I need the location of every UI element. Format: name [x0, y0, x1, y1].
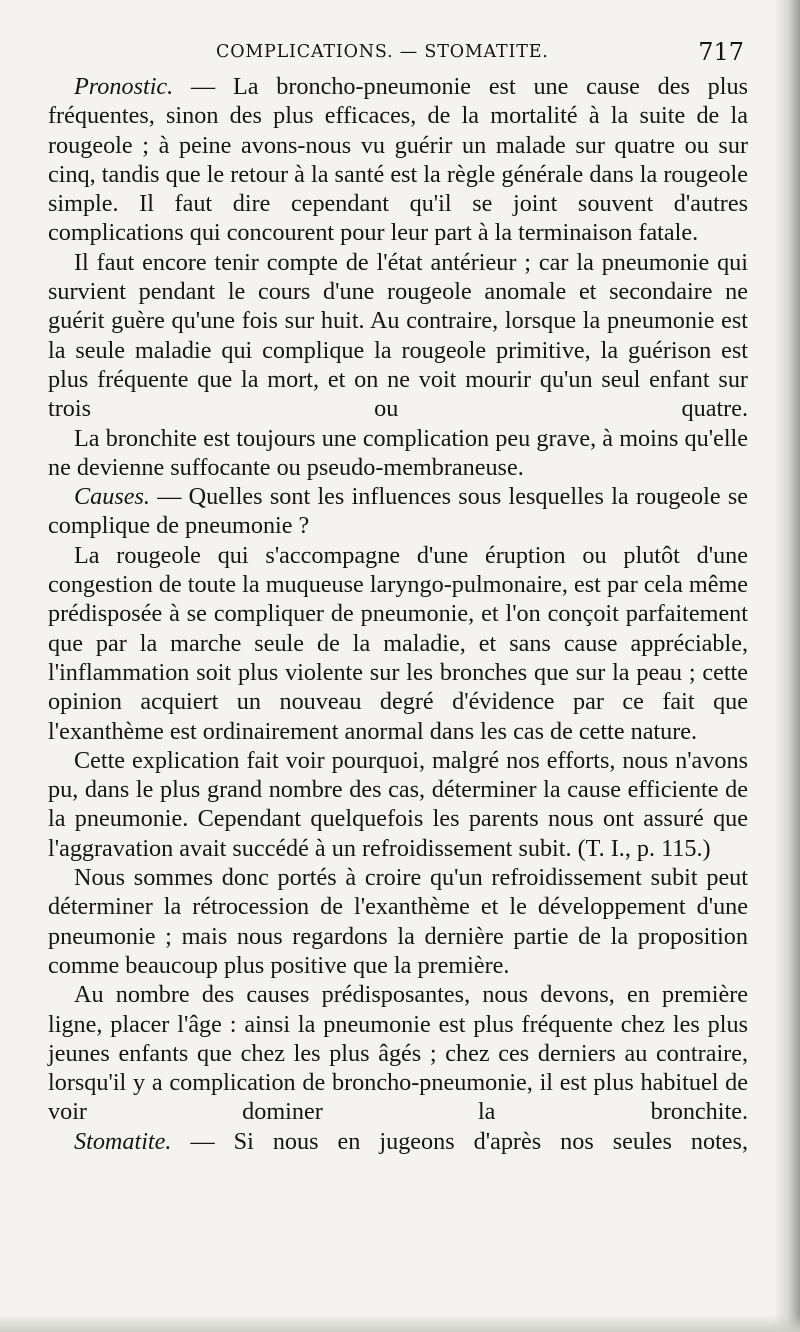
paragraph — [48, 746, 748, 863]
paragraph — [48, 980, 748, 1126]
paragraph-text: Cette explication fait voir pourquoi, malgré nos efforts, nous n'avons pu, dans le plus grand nombre des cas, déterminer la cause efficiente de la pneumonie. Cependant quelquefois les parents nous ont assuré que l'aggravation avait succédé à un refroidissement subit. (T. I., p. 115.) — [48, 746, 748, 862]
running-head: COMPLICATIONS. — STOMATITE. — [216, 42, 549, 62]
paragraph-text: — Si nous en jugeons d'après nos seules notes, — [171, 1127, 748, 1155]
paragraph-causes — [48, 482, 748, 541]
paragraph — [48, 248, 748, 424]
paragraph-text: La bronchite est toujours une complication peu grave, à moins qu'elle ne devienne suffocante ou pseudo-membraneuse. — [48, 424, 748, 481]
paragraph-text: — La broncho-pneumonie est une cause des plus fréquentes, sinon des plus efficaces, de la mortalité à la suite de la rougeole ; à peine avons-nous vu guérir un malade sur quatre ou sur cinq, tandis que le retour à la santé est la règle générale dans la rougeole simple. Il faut dire cependant qu'il se joint souvent d'autres complications qui concourent pour leur part à la terminaison fatale. — [48, 73, 748, 247]
section-lead-stomatite: Stomatite. — [74, 1127, 172, 1155]
page-header — [48, 38, 748, 70]
paragraph — [48, 424, 748, 483]
section-lead-causes: Causes. — [74, 483, 150, 511]
paragraph-text: Nous sommes donc portés à croire qu'un refroidissement subit peut déterminer la rétrocession de l'exanthème et le développement d'une pneumonie ; mais nous regardons la dernière partie de la proposition comme beaucoup plus positive que la première. — [48, 864, 748, 979]
page-number: 717 — [698, 38, 744, 66]
paragraph-text: La rougeole qui s'accompagne d'une éruption ou plutôt d'une congestion de toute la muqueuse laryngo-pulmonaire, est par cela même prédisposée à se compliquer de pneumonie, et l'on conçoit parfaitement que par la marche seule de la maladie, et sans cause appréciable, l'inflammation soit plus violente sur les bronches que sur la peau ; cette opinion acquiert un nouveau degré d'évidence par ce fait que l'exanthème est ordinairement anormal dans les cas de cette nature. — [48, 541, 748, 745]
section-lead-pronostic: Pronostic. — [74, 73, 174, 100]
page-bottom-shadow — [0, 1314, 800, 1332]
paragraph-stomatite — [48, 1127, 748, 1156]
paragraph-text: — Quelles sont les influences sous lesquelles la rougeole se complique de pneumonie ? — [48, 483, 748, 540]
paragraph-pronostic — [48, 72, 748, 248]
body-text — [48, 72, 748, 1156]
paragraph-text: Au nombre des causes prédisposantes, nous devons, en première ligne, placer l'âge : ainsi la pneumonie est plus fréquente chez les plus jeunes enfants que chez les plus âgés ; chez ces derniers au contraire, lorsqu'il y a complication de broncho-pneumonie, il est plus habituel de voir dominer la bronchite. — [48, 981, 748, 1126]
paragraph — [48, 863, 748, 980]
page-edge-shadow — [774, 0, 800, 1332]
paragraph — [48, 541, 748, 746]
paragraph-text: Il faut encore tenir compte de l'état antérieur ; car la pneumonie qui survient pendant le cours d'une rougeole anomale et secondaire ne guérit guère qu'une fois sur huit. Au contraire, lorsque la pneumonie est la seule maladie qui complique la rougeole primitive, la guérison est plus fréquente que la mort, et on ne voit mourir qu'un seul enfant sur trois ou quatre. — [48, 248, 748, 423]
